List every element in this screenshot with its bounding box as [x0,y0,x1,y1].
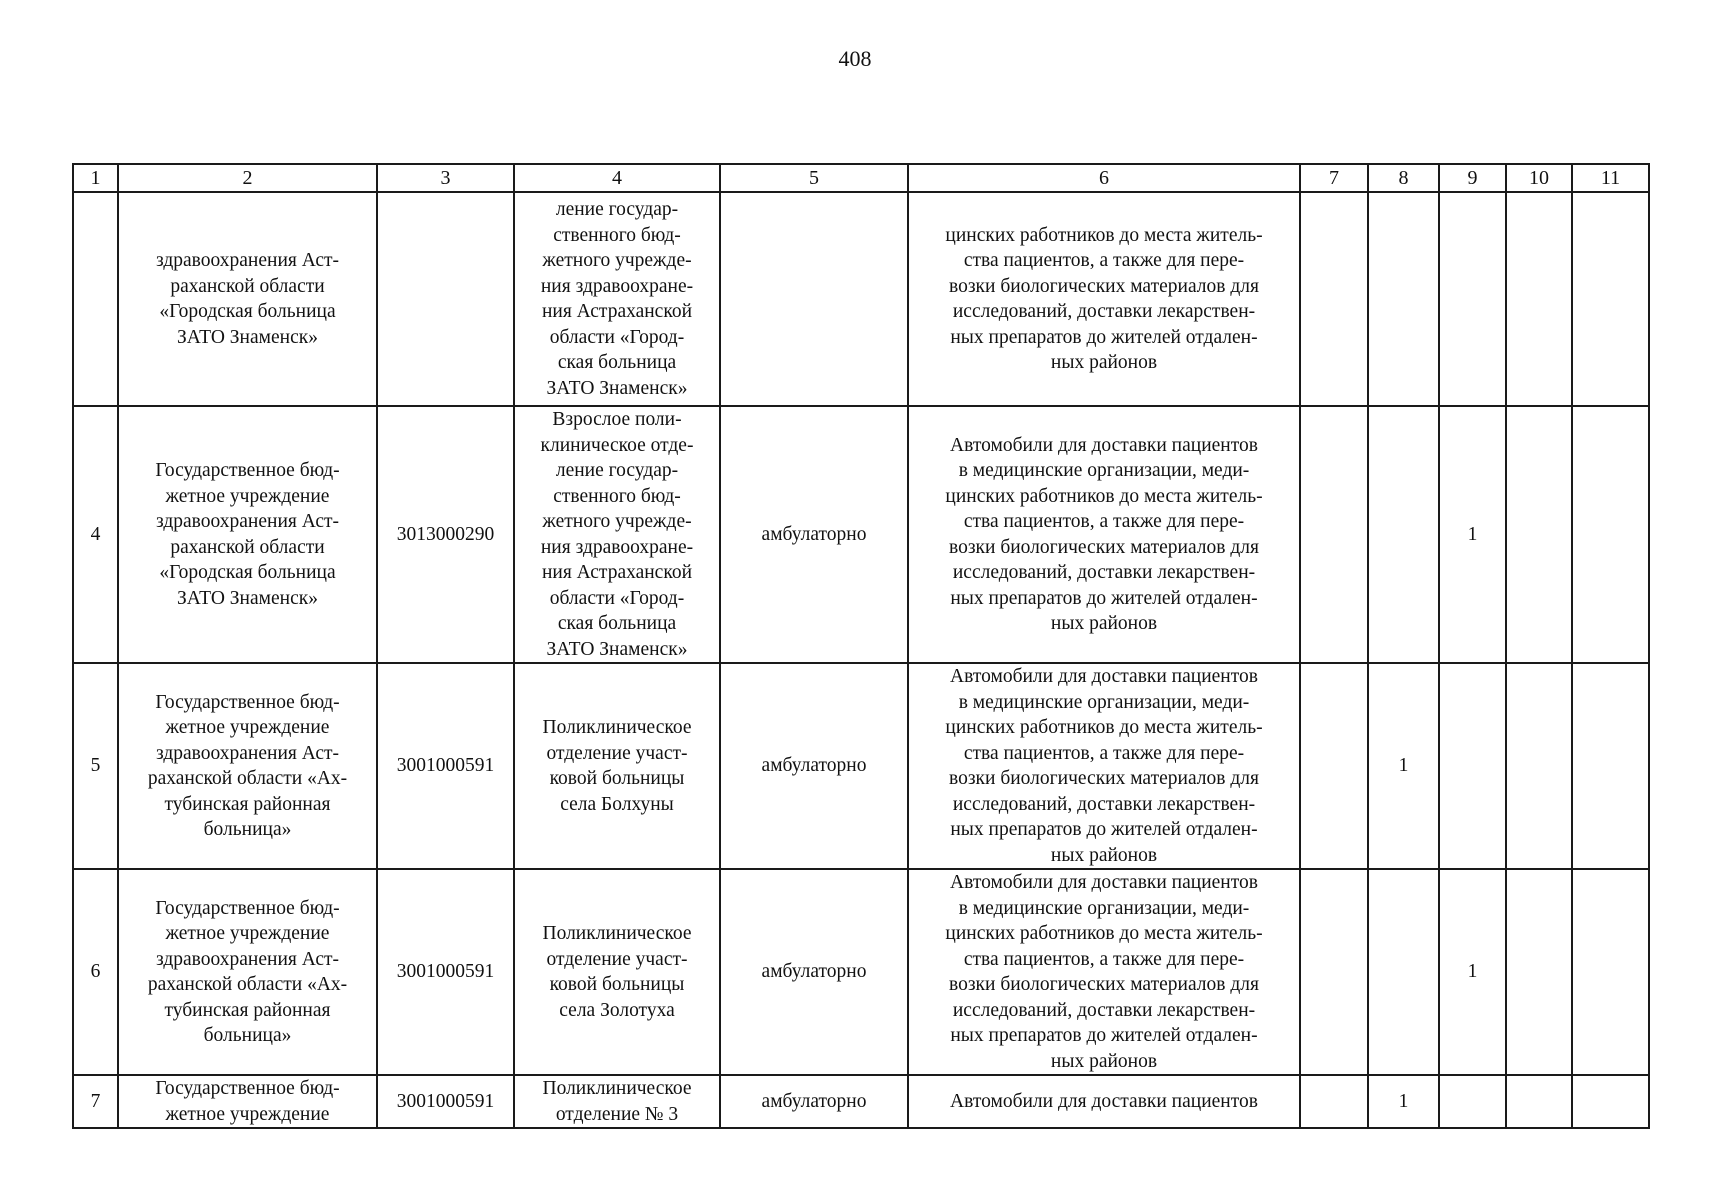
col11-cell [1572,192,1649,406]
column-header-5: 5 [720,164,908,192]
department-cell: Поликлиническое отделение № 3 [514,1075,720,1128]
code-cell: 3001000591 [377,663,514,869]
column-header-7: 7 [1300,164,1368,192]
organization-cell: Государственное бюд- жетное учреждение [118,1075,377,1128]
care-type-cell: амбулаторно [720,663,908,869]
column-header-9: 9 [1439,164,1506,192]
column-header-11: 11 [1572,164,1649,192]
column-header-1: 1 [73,164,118,192]
code-cell: 3001000591 [377,869,514,1075]
vehicle-purpose-cell: цинских работников до места житель- ства пациентов, а также для пере- возки биологических материалов для исследований, доставки лекарствен- ных препаратов до жителей отдален- ных районов [908,192,1300,406]
col9-cell: 1 [1439,406,1506,663]
col8-cell [1368,192,1439,406]
table-row-continued [73,192,1649,406]
vehicle-purpose-cell: Автомобили для доставки пациентов [908,1075,1300,1128]
table-row [73,406,1649,663]
col10-cell [1506,1075,1572,1128]
col7-cell [1300,192,1368,406]
col9-cell [1439,192,1506,406]
col11-cell [1572,663,1649,869]
column-header-10: 10 [1506,164,1572,192]
department-cell: Взрослое поли- клиническое отде- ление государ- ственного бюд- жетного учрежде- ния здравоохране- ния Астраханской области «Город- ская больница ЗАТО Знаменск» [514,406,720,663]
vehicle-purpose-cell: Автомобили для доставки пациентов в медицинские организации, меди- цинских работников до места житель- ства пациентов, а также для пере- возки биологических материалов для исследований, доставки лекарствен- ных препаратов до жителей отдален- ных районов [908,869,1300,1075]
col7-cell [1300,663,1368,869]
column-header-2: 2 [118,164,377,192]
table-row [73,869,1649,1075]
department-cell: Поликлиническое отделение участ- ковой больницы села Болхуны [514,663,720,869]
organization-cell: Государственное бюд- жетное учреждение здравоохранения Аст- раханской области «Ах- тубинская районная больница» [118,663,377,869]
table-row [73,663,1649,869]
care-type-cell: амбулаторно [720,406,908,663]
col9-cell [1439,663,1506,869]
col8-cell [1368,406,1439,663]
code-cell [377,192,514,406]
organization-cell: Государственное бюд- жетное учреждение здравоохранения Аст- раханской области «Ах- тубинская районная больница» [118,869,377,1075]
col10-cell [1506,869,1572,1075]
column-header-6: 6 [908,164,1300,192]
col10-cell [1506,192,1572,406]
column-header-8: 8 [1368,164,1439,192]
column-number-row [73,164,1649,192]
care-type-cell [720,192,908,406]
organization-cell: Государственное бюд- жетное учреждение здравоохранения Аст- раханской области «Городская больница ЗАТО Знаменск» [118,406,377,663]
col10-cell [1506,663,1572,869]
col7-cell [1300,869,1368,1075]
column-header-4: 4 [514,164,720,192]
table-row [73,1075,1649,1128]
col11-cell [1572,406,1649,663]
vehicle-purpose-cell: Автомобили для доставки пациентов в медицинские организации, меди- цинских работников до места житель- ства пациентов, а также для пере- возки биологических материалов для исследований, доставки лекарствен- ных препаратов до жителей отдален- ных районов [908,663,1300,869]
row-number-cell: 4 [73,406,118,663]
col9-cell [1439,1075,1506,1128]
page-number: 408 [838,46,872,71]
vehicle-purpose-cell: Автомобили для доставки пациентов в медицинские организации, меди- цинских работников до места житель- ства пациентов, а также для пере- возки биологических материалов для исследований, доставки лекарствен- ных препаратов до жителей отдален- ных районов [908,406,1300,663]
row-number-cell [73,192,118,406]
code-cell: 3001000591 [377,1075,514,1128]
col10-cell [1506,406,1572,663]
col11-cell [1572,1075,1649,1128]
col7-cell [1300,406,1368,663]
department-cell: Поликлиническое отделение участ- ковой больницы села Золотуха [514,869,720,1075]
code-cell: 3013000290 [377,406,514,663]
row-number-cell: 7 [73,1075,118,1128]
organization-cell: здравоохранения Аст- раханской области «Городская больница ЗАТО Знаменск» [118,192,377,406]
column-header-3: 3 [377,164,514,192]
row-number-cell: 5 [73,663,118,869]
care-type-cell: амбулаторно [720,1075,908,1128]
row-number-cell: 6 [73,869,118,1075]
col11-cell [1572,869,1649,1075]
col8-cell: 1 [1368,1075,1439,1128]
department-cell: ление государ- ственного бюд- жетного учрежде- ния здравоохране- ния Астраханской области «Город- ская больница ЗАТО Знаменск» [514,192,720,406]
care-type-cell: амбулаторно [720,869,908,1075]
col8-cell [1368,869,1439,1075]
col8-cell: 1 [1368,663,1439,869]
document-table [72,163,1650,1129]
col7-cell [1300,1075,1368,1128]
col9-cell: 1 [1439,869,1506,1075]
